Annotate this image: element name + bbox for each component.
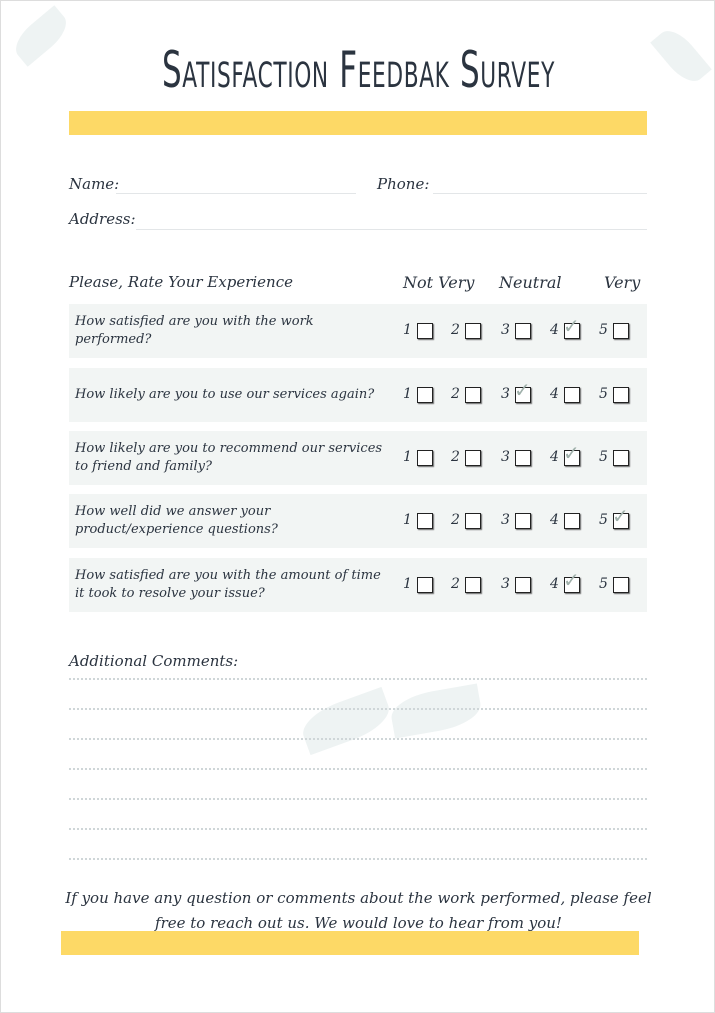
scale-label-neutral: Neutral <box>499 273 562 292</box>
question-row <box>69 494 647 548</box>
comment-line[interactable] <box>69 828 647 830</box>
checkbox[interactable] <box>613 323 629 339</box>
checkbox[interactable] <box>417 387 433 403</box>
option-number: 3 <box>501 322 510 338</box>
leaf-decoration-icon <box>297 687 395 755</box>
option-number: 4 <box>550 322 559 338</box>
checkbox[interactable] <box>613 577 629 593</box>
comment-line[interactable] <box>69 708 647 710</box>
title-accent-bar <box>69 111 647 135</box>
option-number: 5 <box>599 322 608 338</box>
page-title: Satisfaction Feedbak Survey <box>162 41 555 99</box>
option-number: 3 <box>501 449 510 465</box>
checkbox[interactable] <box>613 450 629 466</box>
checkbox[interactable] <box>515 513 531 529</box>
rating-heading: Please, Rate Your Experience <box>69 273 293 291</box>
option-number: 2 <box>451 576 460 592</box>
checkmark-icon: ✓ <box>563 568 580 592</box>
option-number: 4 <box>550 512 559 528</box>
comment-line[interactable] <box>69 798 647 800</box>
option-number: 3 <box>501 576 510 592</box>
option-number: 5 <box>599 386 608 402</box>
checkbox[interactable] <box>417 323 433 339</box>
comment-line[interactable] <box>69 768 647 770</box>
phone-field[interactable] <box>433 193 647 194</box>
question-row <box>69 304 647 358</box>
option-number: 2 <box>451 512 460 528</box>
comments-label: Additional Comments: <box>69 652 239 670</box>
leaf-decoration-icon <box>8 5 73 67</box>
question-row <box>69 431 647 485</box>
checkbox[interactable] <box>515 323 531 339</box>
question-row <box>69 368 647 422</box>
address-label: Address: <box>69 210 136 228</box>
address-field[interactable] <box>136 229 647 230</box>
checkbox[interactable] <box>564 513 580 529</box>
option-number: 1 <box>403 322 412 338</box>
question-text: How likely are you to use our services again? <box>75 387 375 402</box>
checkbox[interactable] <box>465 387 481 403</box>
checkmark-icon: ✓ <box>563 441 580 465</box>
phone-label: Phone: <box>377 175 430 193</box>
checkbox[interactable] <box>465 513 481 529</box>
checkbox[interactable] <box>465 323 481 339</box>
checkbox[interactable] <box>564 387 580 403</box>
question-text: How well did we answer your product/experience questions? <box>75 504 278 537</box>
leaf-decoration-icon <box>388 683 484 738</box>
option-number: 1 <box>403 576 412 592</box>
checkbox[interactable] <box>417 450 433 466</box>
question-text: How satisfied are you with the amount of time it took to resolve your issue? <box>75 568 381 601</box>
name-field[interactable] <box>116 193 356 194</box>
option-number: 5 <box>599 449 608 465</box>
checkbox[interactable] <box>465 450 481 466</box>
checkbox[interactable] <box>465 577 481 593</box>
scale-label-not-very: Not Very <box>403 273 475 292</box>
option-number: 2 <box>451 449 460 465</box>
footer-line-1: If you have any question or comments about the work performed, please feel <box>65 889 652 907</box>
option-number: 3 <box>501 512 510 528</box>
option-number: 3 <box>501 386 510 402</box>
question-text: How satisfied are you with the work performed? <box>75 314 314 347</box>
checkbox[interactable] <box>613 387 629 403</box>
option-number: 1 <box>403 512 412 528</box>
option-number: 4 <box>550 386 559 402</box>
checkmark-icon: ✓ <box>514 378 531 402</box>
option-number: 5 <box>599 512 608 528</box>
footer-accent-bar <box>61 931 639 955</box>
checkmark-icon: ✓ <box>612 504 629 528</box>
checkbox[interactable] <box>515 450 531 466</box>
checkbox[interactable] <box>515 577 531 593</box>
scale-label-very: Very <box>604 273 641 292</box>
comment-line[interactable] <box>69 678 647 680</box>
comment-line[interactable] <box>69 738 647 740</box>
question-row <box>69 558 647 612</box>
question-text: How likely are you to recommend our services to friend and family? <box>75 441 383 474</box>
leaf-decoration-icon <box>650 23 712 88</box>
checkbox[interactable] <box>417 577 433 593</box>
footer-line-2: free to reach out us. We would love to hear from you! <box>155 914 562 932</box>
checkbox[interactable] <box>417 513 433 529</box>
option-number: 4 <box>550 449 559 465</box>
option-number: 1 <box>403 386 412 402</box>
option-number: 5 <box>599 576 608 592</box>
option-number: 1 <box>403 449 412 465</box>
option-number: 2 <box>451 322 460 338</box>
comment-line[interactable] <box>69 858 647 860</box>
option-number: 2 <box>451 386 460 402</box>
checkmark-icon: ✓ <box>563 314 580 338</box>
option-number: 4 <box>550 576 559 592</box>
name-label: Name: <box>69 175 120 193</box>
